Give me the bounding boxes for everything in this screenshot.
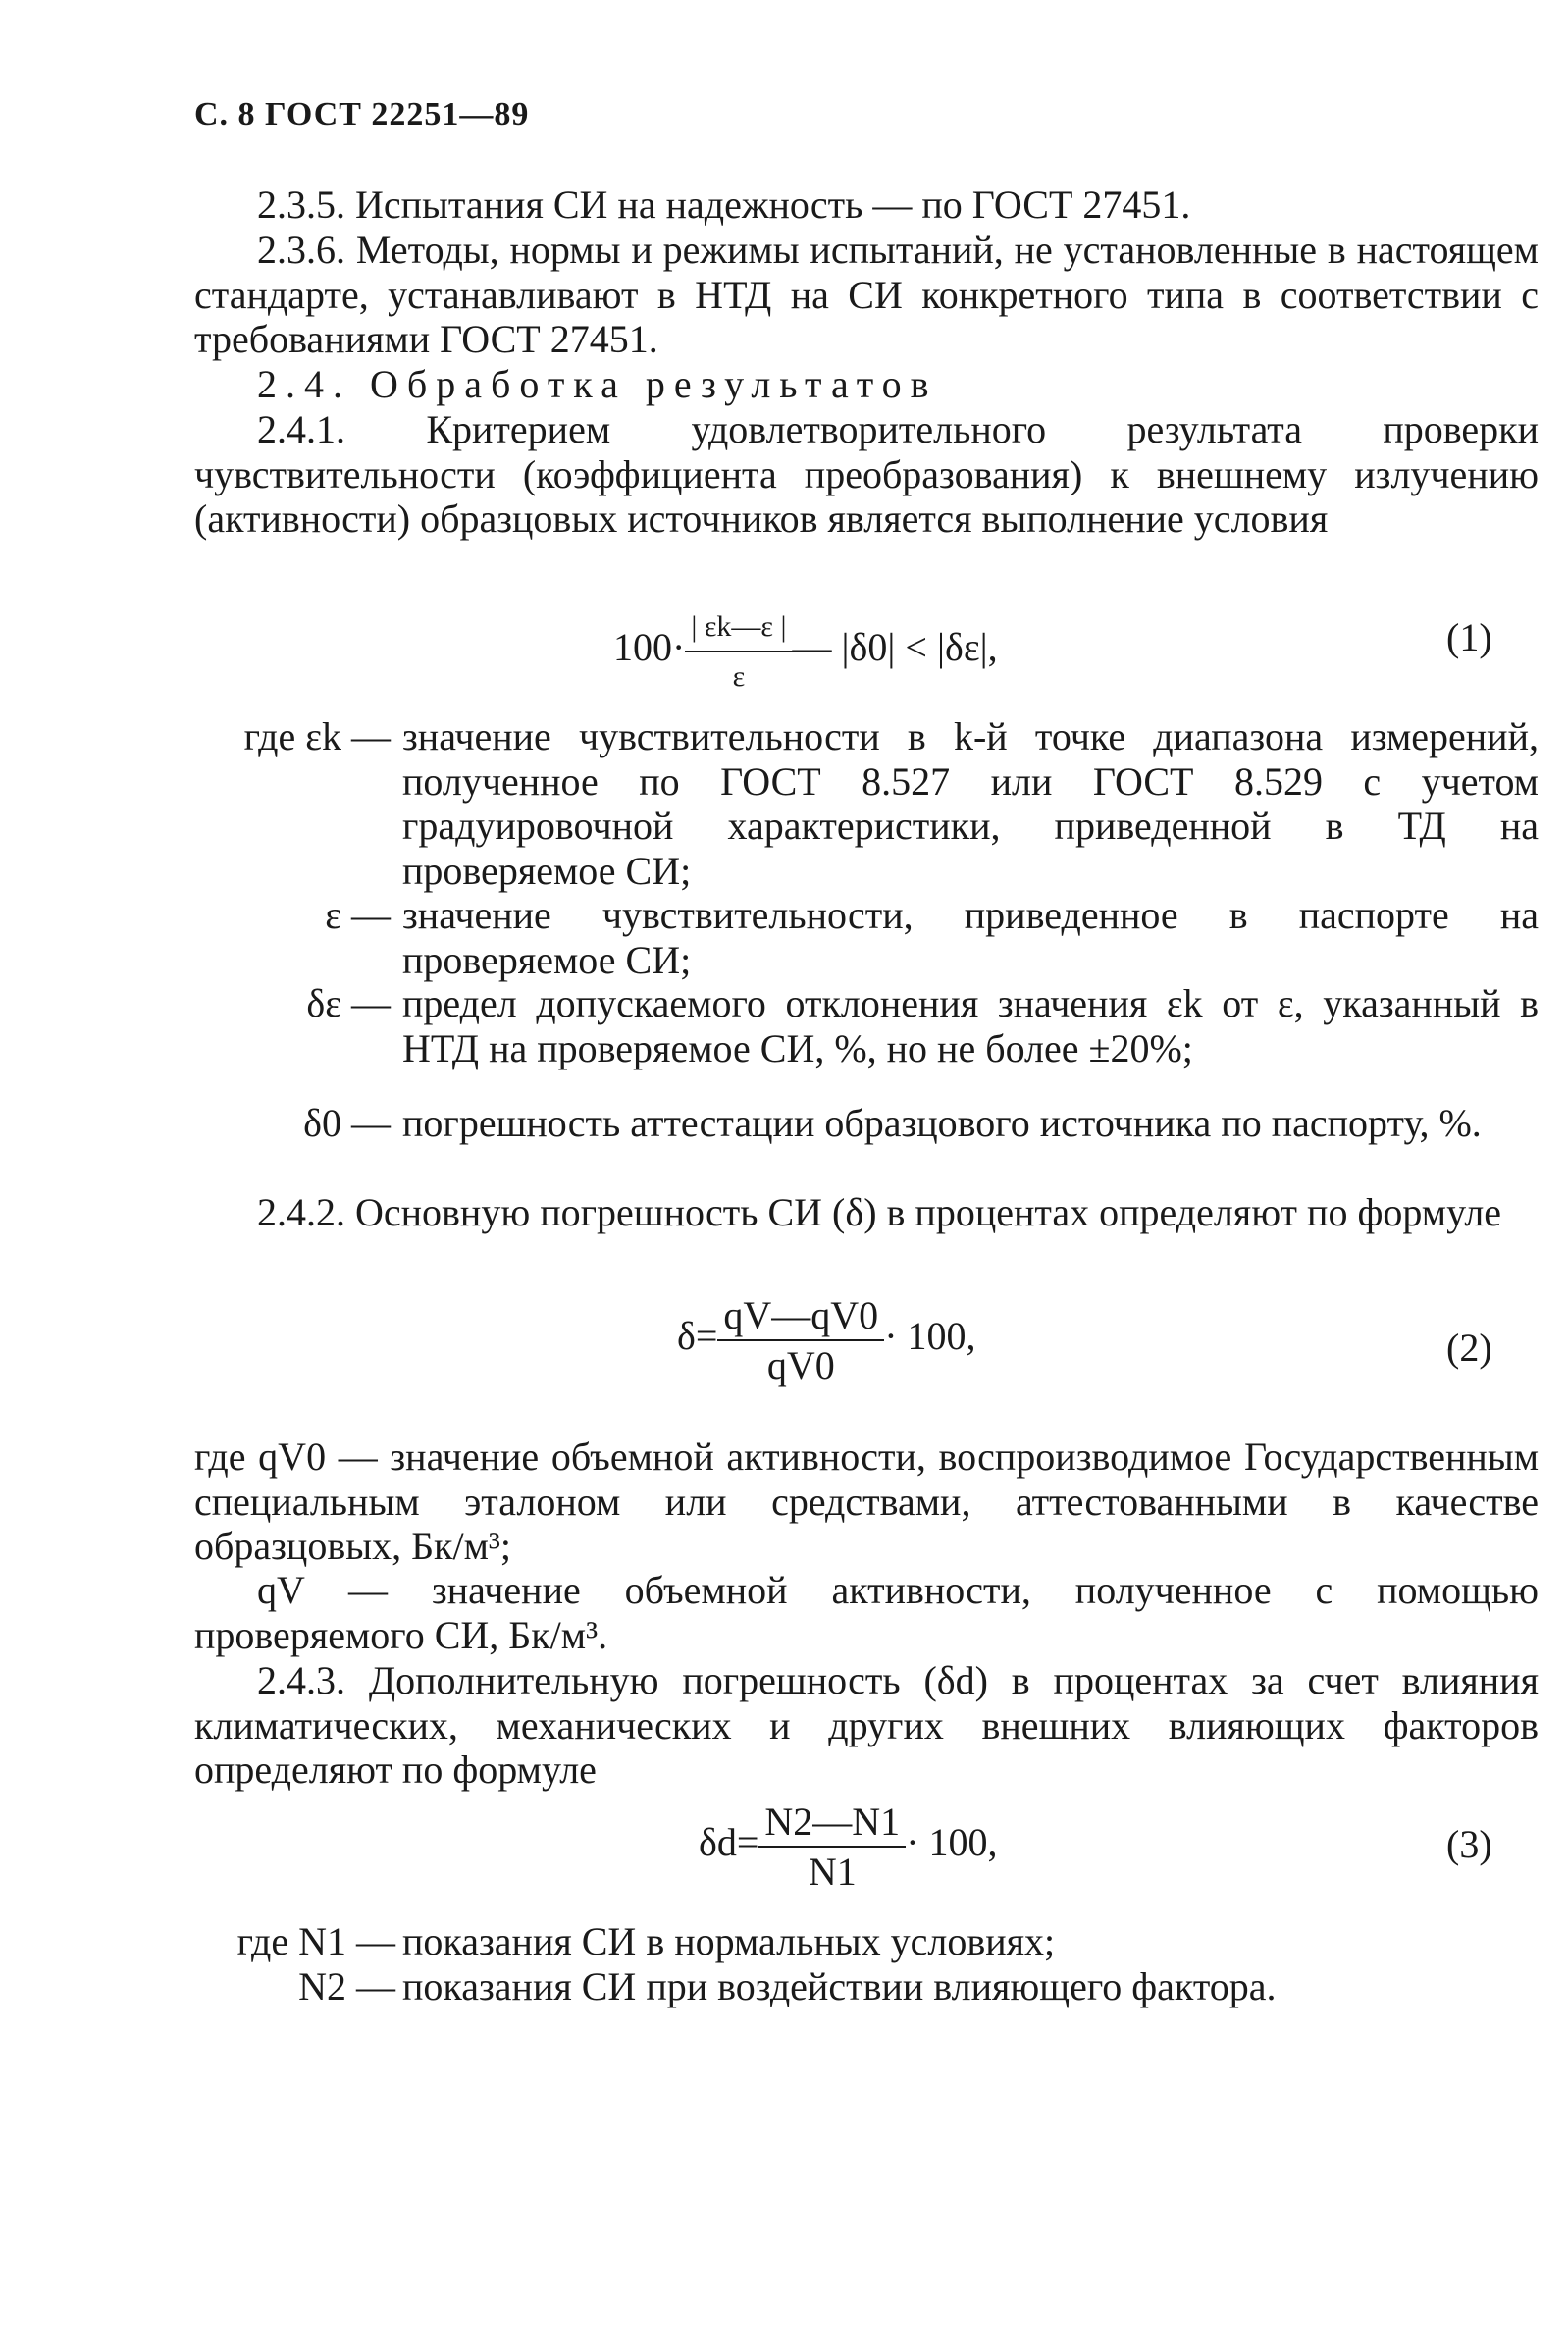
paragraph-2-4-1 xyxy=(194,407,1539,542)
formula-2 xyxy=(677,1293,976,1387)
paragraph-text: 2.4.1. Критерием удовлетворительного результата проверки чувствительности (коэффициента преобразования) к внешнему излучению (активности) образцовых источников является выполнение условия xyxy=(194,407,1539,541)
definition-text: предел допускаемого отклонения значения εk от ε, указанный в НТД на проверяемое СИ, %, но не более ±20%; xyxy=(402,981,1539,1070)
definition-symbol: где εk — xyxy=(243,714,391,758)
definition-symbol: δε — xyxy=(306,981,391,1025)
paragraph-2-4-3 xyxy=(194,1658,1539,1793)
formula-3-numerator: N2—N1 xyxy=(758,1799,906,1848)
formula-2-fraction xyxy=(717,1293,884,1387)
definition-qv0 xyxy=(194,1434,1539,1569)
definition-symbol: N2 — xyxy=(298,1964,395,2008)
definition-text: где qV0 — значение объемной активности, воспроизводимое Государственным специальным эталоном или средствами, аттестованными в качестве образцовых, Бк/м³; xyxy=(194,1434,1539,1568)
paragraph-2-4-2 xyxy=(194,1190,1539,1235)
formula-1-fraction xyxy=(685,604,792,699)
formula-1-numerator: | εk—ε | xyxy=(685,604,792,652)
formula-3-lead: δd= xyxy=(699,1820,759,1865)
paragraph-text: 2.3.6. Методы, нормы и режимы испытаний, не установленные в настоящем стандарте, устанавливают в НТД на СИ конкретного типа в соответствии с требованиями ГОСТ 27451. xyxy=(194,228,1539,361)
definition-qv xyxy=(194,1568,1539,1657)
formula-3-fraction xyxy=(758,1799,906,1894)
definition-text: показания СИ в нормальных условиях; xyxy=(402,1919,1056,1963)
paragraph-text: 2.4.3. Дополнительную погрешность (δd) в процентах за счет влияния климатических, механических и других внешних влияющих факторов определяют по формуле xyxy=(194,1658,1539,1792)
page-header: С. 8 ГОСТ 22251—89 xyxy=(194,96,530,132)
formula-2-lead: δ= xyxy=(677,1314,718,1359)
definition-symbol: ε — xyxy=(325,893,391,937)
formula-1-label: (1) xyxy=(1446,615,1492,659)
paragraph-2-3-6 xyxy=(194,228,1539,362)
formula-2-denominator: qV0 xyxy=(766,1343,835,1387)
definition-text: значение чувствительности в k-й точке диапазона измерений, полученное по ГОСТ 8.527 или ГОСТ 8.529 с учетом градуировочной характеристики, приведенной в ТД на проверяемое СИ; xyxy=(402,714,1539,893)
definition-symbol: где N1 — xyxy=(236,1919,395,1963)
section-heading-2-4 xyxy=(194,362,1539,407)
definition-text: значение чувствительности, приведенное в паспорте на проверяемое СИ; xyxy=(402,893,1539,982)
formula-3 xyxy=(699,1799,998,1894)
formula-3-denominator: N1 xyxy=(808,1850,857,1894)
definition-text: показания СИ при воздействии влияющего фактора. xyxy=(402,1964,1277,2008)
formula-1-denominator: ε xyxy=(732,660,746,693)
formula-1-rest: — |δ0| < |δε|, xyxy=(792,625,998,670)
definition-text: qV — значение объемной активности, полученное с помощью проверяемого СИ, Бк/м³. xyxy=(194,1568,1539,1657)
formula-2-rest: · 100, xyxy=(884,1314,976,1359)
formula-3-label: (3) xyxy=(1446,1822,1492,1866)
formula-2-label: (2) xyxy=(1446,1326,1492,1370)
heading-text: 2.4. Обработка результатов xyxy=(257,362,938,406)
paragraph-2-3-5 xyxy=(194,182,1539,228)
formula-1 xyxy=(613,604,998,699)
definition-symbol: δ0 — xyxy=(303,1101,391,1145)
formula-2-numerator: qV—qV0 xyxy=(717,1293,884,1341)
definition-text: погрешность аттестации образцового источника по паспорту, %. xyxy=(402,1101,1482,1145)
paragraph-text: 2.3.5. Испытания СИ на надежность — по ГОСТ 27451. xyxy=(257,182,1191,227)
formula-3-rest: · 100, xyxy=(906,1820,998,1865)
formula-1-lead: 100· xyxy=(613,625,686,670)
paragraph-text: 2.4.2. Основную погрешность СИ (δ) в процентах определяют по формуле xyxy=(257,1190,1502,1234)
